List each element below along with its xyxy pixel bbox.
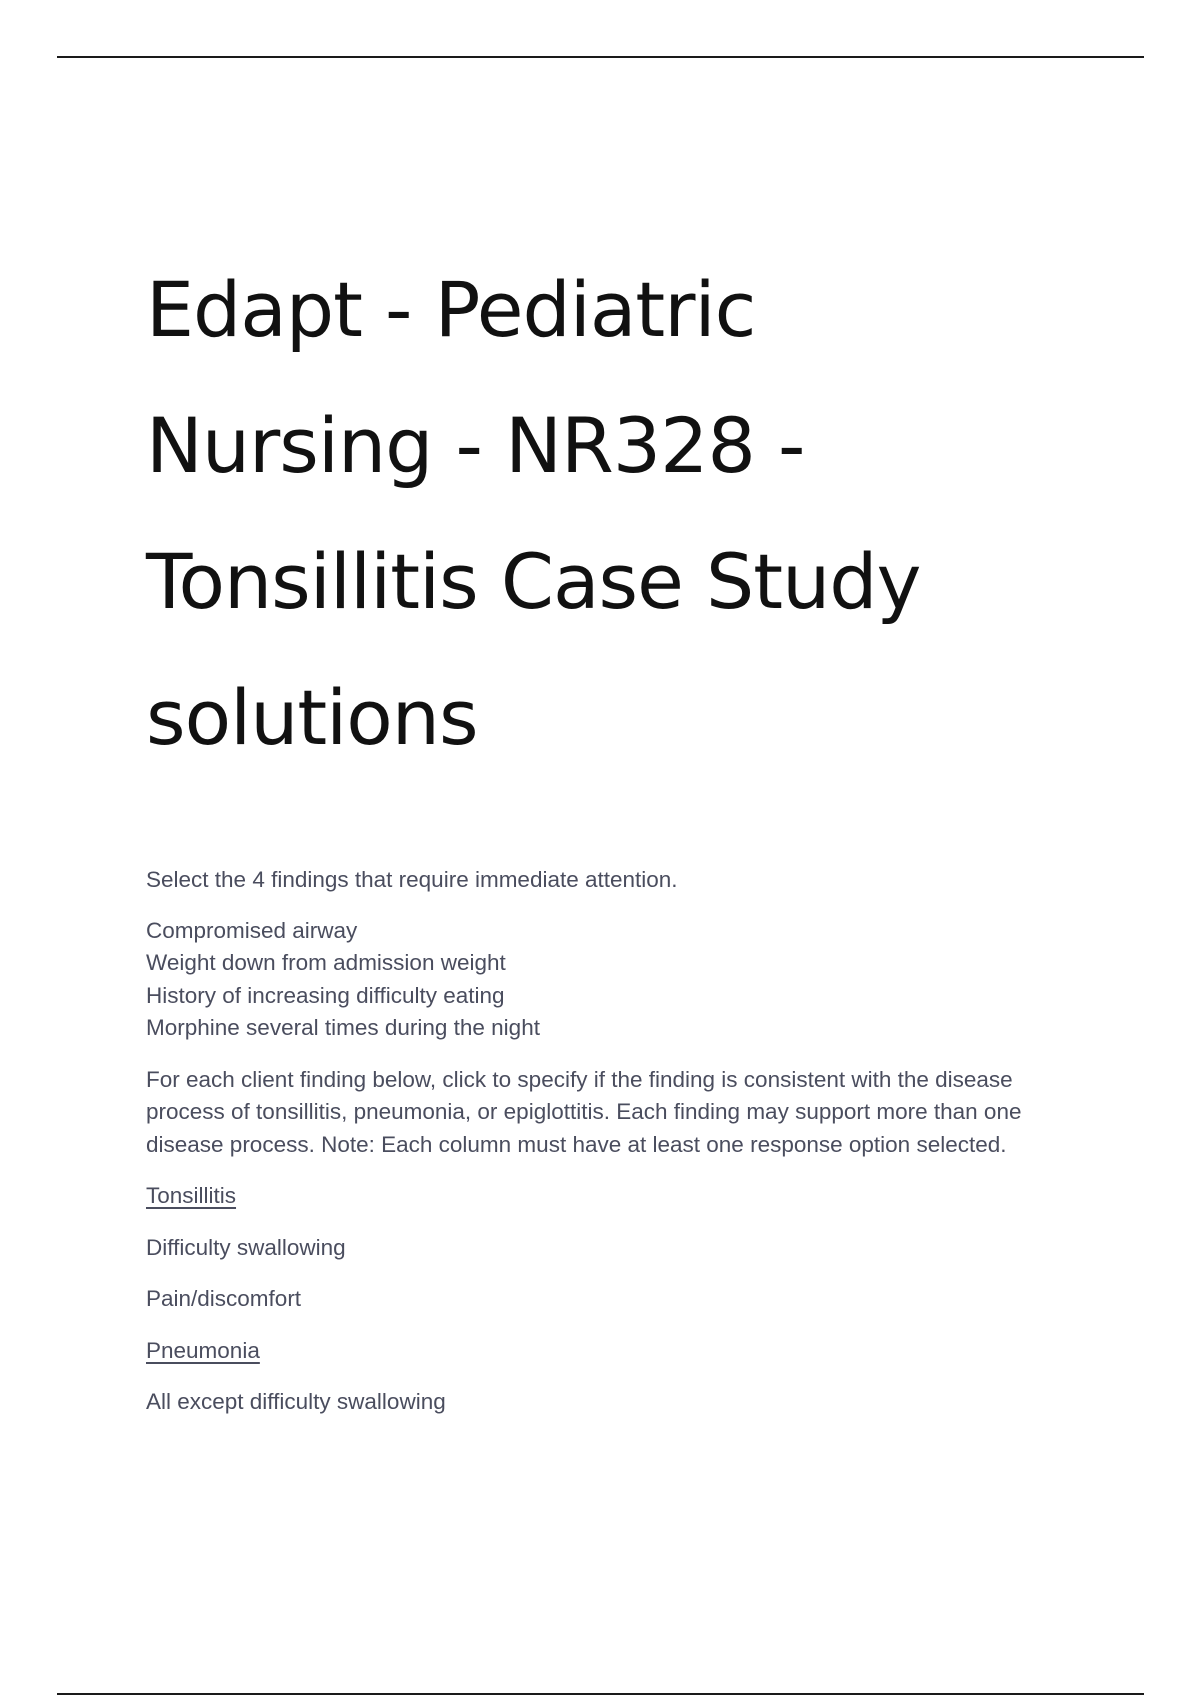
- title-line: solutions: [146, 673, 478, 762]
- answer-list-1: [146, 915, 1096, 1045]
- section-heading-pneumonia: Pneumonia: [146, 1337, 260, 1363]
- section-item: Difficulty swallowing: [146, 1234, 346, 1260]
- answer-item: Weight down from admission weight: [146, 950, 506, 975]
- answer-item: History of increasing difficulty eating: [146, 982, 505, 1008]
- section-item: All except difficulty swallowing: [146, 1389, 446, 1414]
- answer-item: Morphine several times during the night: [146, 1015, 540, 1040]
- header-divider: [57, 56, 1144, 58]
- footer-divider: [57, 1693, 1144, 1695]
- title-line: Tonsillitis Case Study: [146, 537, 921, 626]
- section-heading-tonsillitis: Tonsillitis: [146, 1183, 237, 1208]
- question-2: For each client finding below, click to specify if the finding is consistent with the disease process of tonsillitis, pneumonia, or epiglottitis. Each finding may support more than one disease process. Note: Each column must have at least one response option selected.: [146, 1066, 1022, 1157]
- title-line: Edapt - Pediatric: [146, 265, 756, 354]
- document-body: [146, 864, 1096, 1438]
- question-1: Select the 4 findings that require immediate attention.: [146, 867, 678, 892]
- answer-item: Compromised airway: [146, 917, 358, 943]
- section-item: Pain/discomfort: [146, 1286, 302, 1311]
- document-title: [146, 242, 1046, 786]
- title-line: Nursing - NR328 -: [146, 401, 805, 490]
